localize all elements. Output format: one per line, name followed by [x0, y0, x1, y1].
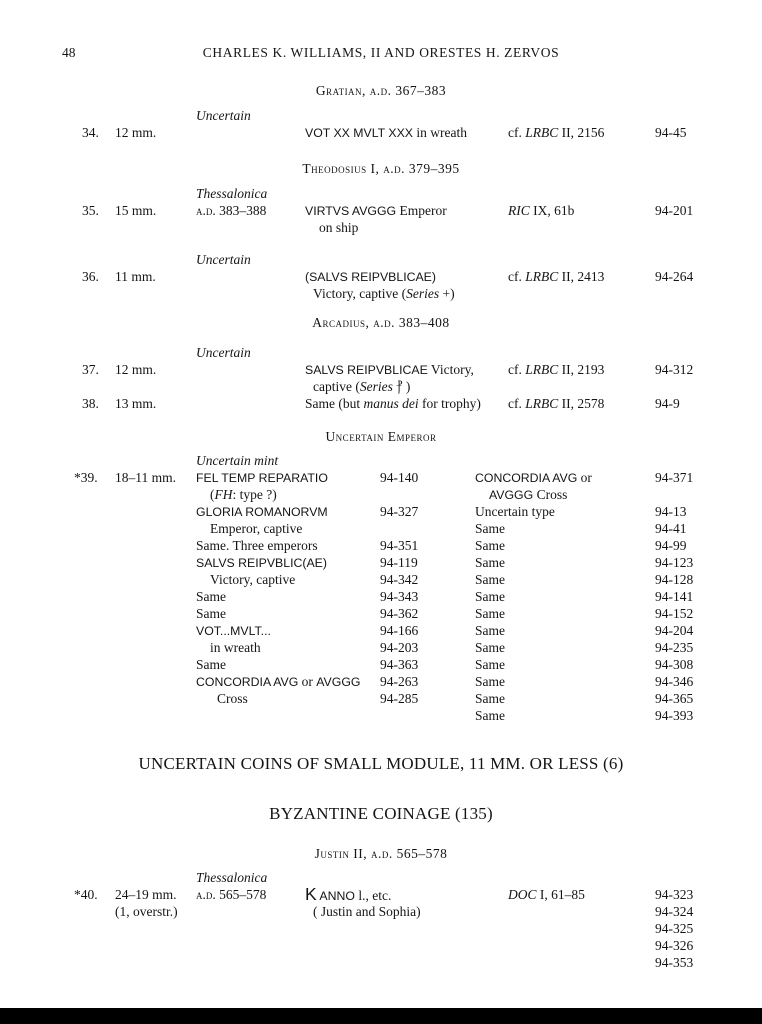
reference-prefix: cf. [508, 269, 526, 284]
coin-date: a.d. 565–578 [196, 887, 267, 902]
section-heading-byzantine: BYZANTINE COINAGE (135) [269, 804, 493, 823]
catalog-number: 94-351 [380, 538, 419, 553]
catalog-number: 94-365 [655, 691, 694, 706]
section-heading-small-module: UNCERTAIN COINS OF SMALL MODULE, 11 MM. OR LESS (6) [138, 754, 624, 773]
coin-description [475, 469, 592, 487]
catalog-number: 94-263 [380, 674, 419, 689]
catalog-number: 94-342 [380, 572, 419, 587]
catalog-number: 94-152 [655, 606, 694, 621]
coin-description: Same [475, 572, 505, 587]
coin-description [305, 202, 447, 220]
catalog-number: 94-140 [380, 470, 419, 485]
section-heading-gratian: Gratian, a.d. 367–383 [315, 83, 447, 98]
catalog-number: 94-128 [655, 572, 694, 587]
latin-phrase: manus dei [363, 396, 419, 411]
coin-description: Cross [217, 691, 248, 706]
section-heading-theodosius: Theodosius I, a.d. 379–395 [302, 161, 460, 176]
catalog-number: 94-325 [655, 921, 694, 936]
coin-legend: CONCORDIA AVG [196, 675, 299, 689]
entry-number: *40. [74, 887, 98, 902]
coin-description [196, 673, 360, 691]
description-text: Victory, captive ( [313, 286, 407, 301]
coin-size-note: (1, overstr.) [115, 904, 178, 919]
entry-number: 37. [82, 362, 99, 377]
reference-title: LRBC [525, 269, 559, 284]
description-text: Cross [533, 487, 568, 502]
reference-detail: IX, 61b [529, 203, 575, 218]
reference [508, 886, 585, 903]
catalog-number: 94-141 [655, 589, 694, 604]
mint-label: Uncertain [196, 108, 251, 123]
coin-description [196, 469, 328, 487]
coin-description: Same [196, 606, 226, 621]
description-line2: ( Justin and Sophia) [313, 904, 421, 919]
coin-size: 15 mm. [115, 203, 157, 218]
catalog-number: 94-327 [380, 504, 419, 519]
reference-title: DOC [508, 887, 537, 902]
catalog-number: 94-371 [655, 470, 694, 485]
catalog-number: 94-285 [380, 691, 419, 706]
catalog-number: 94-204 [655, 623, 694, 638]
catalog-number: 94-41 [655, 521, 687, 536]
coin-legend: ANNO [316, 889, 355, 903]
coin-description [305, 395, 481, 412]
reference-detail: II, 2156 [558, 125, 605, 140]
description-text: Same (but [305, 396, 364, 411]
coin-legend: AVGGG [489, 488, 534, 502]
mint-label: Uncertain [196, 345, 251, 360]
coin-legend: CONCORDIA AVG [475, 471, 578, 485]
coin-description: in wreath [210, 640, 261, 655]
entry-number: 34. [82, 125, 99, 140]
catalog-number: 94-9 [655, 396, 680, 411]
entry-number: *39. [74, 470, 98, 485]
description-text: ( [210, 487, 215, 502]
reference-prefix: cf. [508, 125, 526, 140]
reference-detail: II, 2413 [558, 269, 605, 284]
reference-detail: I, 61–85 [536, 887, 585, 902]
reference-title: LRBC [525, 362, 559, 377]
page-number: 48 [62, 45, 76, 60]
coin-description: Same [475, 538, 505, 553]
coin-size: 11 mm. [115, 269, 156, 284]
catalog-number: 94-393 [655, 708, 694, 723]
description-text: captive ( [313, 379, 360, 394]
reference [508, 361, 604, 378]
reference-title: LRBC [525, 396, 559, 411]
series-label: Series [359, 379, 393, 394]
denomination-mark: K [305, 884, 317, 904]
coin-description [196, 622, 271, 640]
coin-description [489, 486, 567, 504]
entry-number: 36. [82, 269, 99, 284]
coin-description [305, 361, 474, 379]
catalog-number: 94-362 [380, 606, 419, 621]
description-text: Emperor [396, 203, 447, 218]
coin-description: Same [475, 521, 505, 536]
catalog-number: 94-308 [655, 657, 694, 672]
description-text: : type ?) [232, 487, 277, 502]
entry-number: 35. [82, 203, 99, 218]
coin-description: Same [475, 555, 505, 570]
description-text: or [298, 674, 317, 689]
coin-size: 12 mm. [115, 125, 157, 140]
coin-date: a.d. 383–388 [196, 203, 267, 218]
coin-description: Same [475, 640, 505, 655]
catalog-number: 94-235 [655, 640, 694, 655]
coin-size: 12 mm. [115, 362, 157, 377]
coin-size: 13 mm. [115, 396, 157, 411]
catalog-number: 94-324 [655, 904, 694, 919]
catalog-number: 94-13 [655, 504, 687, 519]
section-heading-arcadius: Arcadius, a.d. 383–408 [312, 315, 450, 330]
catalog-number: 94-45 [655, 125, 687, 140]
coin-description: Same [475, 589, 505, 604]
reference-detail: II, 2578 [558, 396, 605, 411]
coin-description: Same [475, 657, 505, 672]
reference [508, 124, 604, 141]
coin-description: Same [475, 691, 505, 706]
catalog-number: 94-119 [380, 555, 418, 570]
section-heading-justin: Justin II, a.d. 565–578 [314, 846, 448, 861]
mint-label: Uncertain mint [196, 453, 279, 468]
coin-legend: FEL TEMP REPARATIO [196, 471, 328, 485]
coin-legend: VOT XX MVLT XXX [305, 126, 413, 140]
coin-legend: (SALVS REIPVBLICAE) [305, 270, 436, 284]
mint-label: Thessalonica [196, 870, 268, 885]
catalog-number: 94-166 [380, 623, 419, 638]
reference-title: RIC [508, 203, 530, 218]
catalog-number: 94-264 [655, 269, 694, 284]
reference-prefix: cf. [508, 396, 526, 411]
catalog-number: 94-99 [655, 538, 687, 553]
description-text: in wreath [412, 125, 467, 140]
description-text: or [577, 470, 592, 485]
reference [508, 395, 604, 412]
description-text: l., etc. [354, 888, 392, 903]
running-head: CHARLES K. WILLIAMS, II AND ORESTES H. ZERVOS [202, 45, 560, 60]
catalog-number: 94-353 [655, 955, 694, 970]
section-heading-uncertain-emperor: Uncertain Emperor [325, 429, 437, 444]
coin-description: Same [196, 657, 226, 672]
coin-legend: AVGGG [316, 675, 361, 689]
coin-legend: VIRTVS AVGGG [305, 204, 397, 218]
description-line2: on ship [319, 220, 359, 235]
coin-size: 18–11 mm. [115, 470, 177, 485]
catalog-number: 94-201 [655, 203, 694, 218]
catalog-number: 94-343 [380, 589, 419, 604]
catalog-number: 94-323 [655, 887, 694, 902]
description-line2 [313, 285, 455, 302]
coin-description: Same. Three emperors [196, 538, 318, 553]
catalog-number: 94-363 [380, 657, 419, 672]
coin-description: Same [475, 606, 505, 621]
description-line2 [313, 378, 410, 395]
catalog-number: 94-326 [655, 938, 694, 953]
coin-description: Emperor, captive [210, 521, 303, 536]
coin-legend: GLORIA ROMANORVM [196, 505, 328, 519]
coin-description: Uncertain type [475, 504, 555, 519]
coin-description [196, 503, 328, 521]
mint-label: Thessalonica [196, 186, 268, 201]
catalog-number: 94-123 [655, 555, 694, 570]
coin-description [305, 268, 436, 286]
catalog-number: 94-346 [655, 674, 694, 689]
reference-detail: II, 2193 [558, 362, 605, 377]
coin-description [210, 486, 277, 503]
mint-label: Uncertain [196, 252, 251, 267]
reference-title: LRBC [525, 125, 559, 140]
entry-number: 38. [82, 396, 99, 411]
type-abbrev: FH [214, 487, 233, 502]
coin-description: Same [475, 674, 505, 689]
coin-description: Same [475, 708, 505, 723]
coin-description: Same [196, 589, 226, 604]
catalog-number: 94-203 [380, 640, 419, 655]
coin-description: Victory, captive [210, 572, 296, 587]
coin-size: 24–19 mm. [115, 887, 177, 902]
coin-legend: SALVS REIPVBLIC(AE) [196, 556, 327, 570]
catalog-number: 94-312 [655, 362, 694, 377]
coin-description [196, 554, 327, 572]
series-mark: +) [439, 286, 455, 301]
coin-description: Same [475, 623, 505, 638]
reference [508, 268, 604, 285]
description-text: for trophy) [418, 396, 481, 411]
coin-legend: SALVS REIPVBLICAE [305, 363, 428, 377]
coin-legend: VOT...MVLT... [196, 624, 271, 638]
reference-prefix: cf. [508, 362, 526, 377]
coin-description [305, 124, 467, 142]
scan-edge-bar [0, 1008, 762, 1024]
reference [508, 202, 574, 219]
description-text: Victory, [427, 362, 474, 377]
series-mark: ⳨ ) [392, 379, 411, 394]
series-label: Series [406, 286, 440, 301]
